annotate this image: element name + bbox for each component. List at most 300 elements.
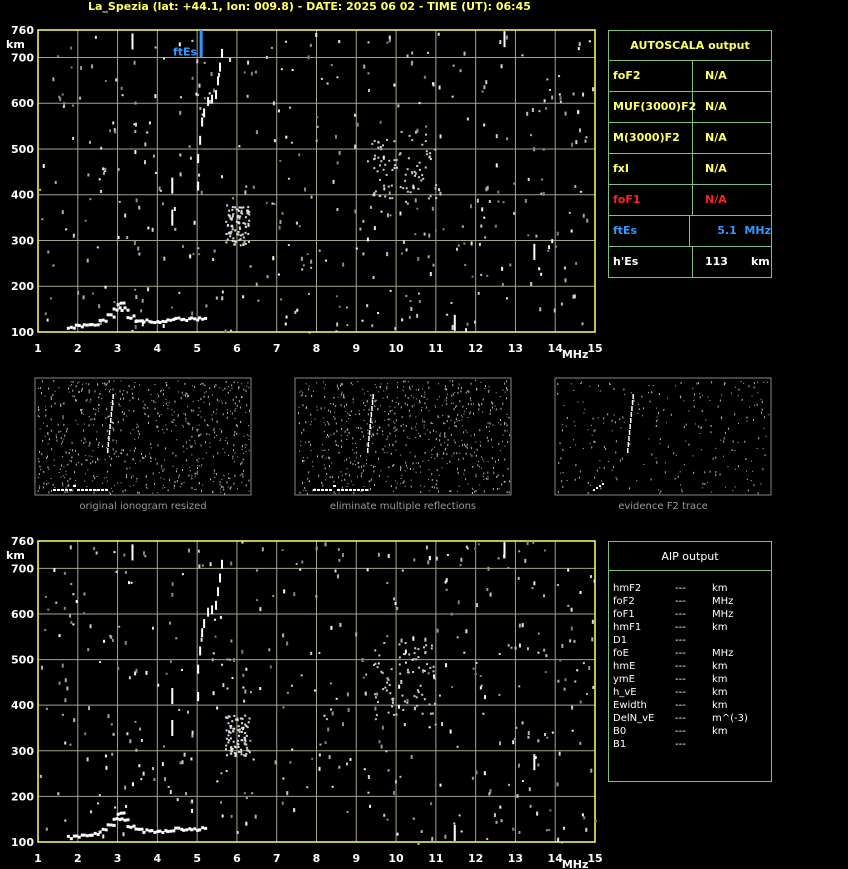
thumb-noise [457,421,458,422]
noise-point [536,812,538,816]
noise-point [255,71,257,74]
thumb-noise [151,458,152,459]
thumb-noise [114,485,115,486]
thumb-noise [358,427,359,429]
thumb-noise [109,492,110,493]
noise-point [238,751,240,753]
thumb-noise [467,432,468,433]
noise-point [137,247,139,251]
thumb-noise [758,437,759,439]
thumb-noise [395,481,396,482]
thumb-noise [160,390,161,392]
noise-point [62,714,64,716]
thumb-noise [400,483,401,484]
noise-point [259,607,261,611]
thumb-noise [453,393,454,395]
thumb-noise [77,424,78,425]
thumb-noise [156,420,157,421]
thumb-noise [656,462,657,464]
thumb-noise [487,472,488,474]
noise-point [216,297,218,300]
noise-point [389,191,391,194]
noise-point [226,770,228,772]
noise-point [220,616,222,619]
thumb-noise [600,390,601,391]
thumb-noise [608,461,609,462]
thumb-noise [474,491,475,493]
thumb-trace [596,487,598,489]
noise-point [407,168,409,170]
thumb-noise [482,411,483,412]
noise-point [429,726,431,728]
thumb-noise [81,463,82,465]
y-axis-label: km [6,38,25,51]
thumb-noise [671,414,672,416]
noise-point [574,185,576,188]
thumb-trace [632,400,634,405]
thumb-noise [393,464,394,466]
noise-point [335,330,337,332]
noise-point [551,239,553,243]
thumb-noise [127,454,128,456]
thumb-noise [158,413,159,415]
noise-point [408,653,410,655]
thumb-noise [734,413,735,415]
noise-point [348,708,350,712]
thumb-noise [329,465,330,467]
noise-point [398,685,400,689]
thumb-noise [138,437,139,438]
thumb-noise [424,425,425,426]
thumb-noise [143,457,144,459]
thumb-noise [471,447,472,449]
noise-point [113,733,115,736]
thumb-noise [624,422,625,423]
noise-point [282,802,284,805]
thumb-noise [236,433,237,435]
thumb-noise [474,452,475,453]
thumb-noise [367,391,368,392]
thumb-noise [333,403,334,405]
noise-point [429,556,431,560]
thumb-noise [443,422,444,424]
thumb-noise [217,421,218,423]
trace-point [177,317,180,320]
noise-point [212,658,214,661]
thumb-noise [462,416,463,417]
thumb-noise [371,479,372,481]
thumb-noise [188,475,189,477]
noise-point [244,715,246,717]
noise-point [247,233,249,235]
thumb-noise [192,385,193,386]
thumb-noise [201,416,202,417]
thumb-noise [313,391,314,392]
thumb-noise [374,400,375,402]
noise-point [135,123,137,127]
noise-point [563,827,565,830]
thumb-noise [444,423,445,424]
thumb-noise [157,492,158,493]
noise-point [408,671,410,673]
thumb-noise [507,424,508,426]
noise-point [187,711,189,714]
thumb-noise [659,493,660,494]
thumb-noise [328,449,329,450]
thumb-noise [198,414,199,416]
thumb-noise [754,382,755,384]
trace-point [204,317,207,320]
thumb-noise [205,441,206,443]
thumb-noise [39,466,40,468]
thumb-noise [209,387,210,389]
thumb-noise [575,479,576,481]
thumb-noise [500,419,501,421]
thumb-noise [95,409,96,410]
thumb-noise [498,422,499,423]
thumb-noise [455,407,456,408]
thumb-noise [63,475,64,476]
noise-point [403,240,405,244]
noise-point [539,307,541,311]
thumb-noise [367,443,368,444]
noise-point [346,762,348,765]
noise-point [231,209,233,211]
thumb-noise [616,477,617,478]
thumb-noise [745,458,746,460]
thumb-noise [567,417,568,419]
thumb-noise [169,402,170,403]
y-tick-label: 600 [11,97,34,111]
thumb-noise [324,396,325,398]
thumb-noise [448,415,449,417]
thumb-noise [364,420,365,421]
noise-point [439,695,441,697]
noise-point [102,834,104,838]
thumb-noise [305,421,306,423]
thumb-noise [401,478,402,479]
thumb-noise [583,401,584,402]
noise-point [285,136,287,139]
noise-point [162,762,164,766]
thumb-noise [463,414,464,415]
noise-point [380,146,382,148]
thumb-noise [637,413,638,414]
thumb-noise [702,483,703,485]
thumb-noise [476,388,477,390]
thumb-noise [107,480,108,481]
noise-point [144,142,146,146]
thumb-noise [358,462,359,464]
thumb-noise [347,468,348,469]
thumb-noise [212,418,213,420]
thumb-noise [588,482,589,484]
thumb-noise [396,429,397,431]
thumb-noise [148,389,149,391]
thumb-noise [223,413,224,415]
thumb-noise [409,386,410,388]
trace-point [161,320,164,323]
thumb-noise [408,397,409,399]
noise-point [216,707,218,710]
noise-point [557,680,559,683]
thumb-noise [137,478,138,479]
x-tick-label: 11 [428,852,444,865]
noise-point [237,740,239,742]
thumb-noise [472,488,473,489]
noise-point [232,728,234,730]
thumb-noise [562,429,563,431]
noise-point [245,668,247,671]
thumb-noise [171,409,172,410]
thumb-noise [619,418,620,420]
noise-point [232,197,234,199]
noise-point [64,572,66,575]
trace-point [197,182,199,191]
thumb-noise [379,426,380,428]
trace-point [94,832,97,835]
thumb-noise [351,382,352,384]
thumb-noise [372,443,373,444]
noise-point [329,755,331,759]
thumb-noise [648,438,649,439]
trace-point [70,326,73,329]
noise-point [459,814,461,816]
noise-point [102,167,104,170]
noise-point [314,690,316,692]
noise-point [428,234,430,238]
thumb-noise [366,459,367,460]
thumb-noise [341,394,342,396]
noise-point [310,267,312,269]
noise-point [227,741,229,743]
thumb-noise [324,388,325,389]
thumb-noise [754,405,755,406]
thumb-noise [680,471,681,472]
noise-point [435,724,437,726]
x-tick-label: 11 [428,342,444,355]
noise-point [339,151,341,155]
noise-point [377,141,379,143]
thumb-trace [112,394,114,399]
thumb-noise [349,432,350,434]
thumb-noise [87,469,88,470]
thumb-noise [752,471,753,472]
thumb-noise [242,474,243,475]
noise-point [178,709,180,711]
thumb-noise [38,388,39,389]
thumb-noise [352,384,353,385]
noise-point [110,636,112,639]
thumb-noise [40,469,41,470]
thumb-noise [421,407,422,408]
thumb-noise [479,429,480,431]
thumb-noise [347,429,348,430]
noise-point [190,157,192,160]
thumb-noise [382,434,383,435]
thumb-noise [243,458,244,460]
thumb-noise [346,459,347,461]
thumb-noise [660,438,661,440]
thumb-noise [334,397,335,398]
thumb-noise [609,383,610,385]
thumb-noise [329,423,330,425]
noise-point [253,186,255,189]
thumb-trace [313,489,316,491]
noise-point [404,723,406,726]
thumb-noise [56,434,57,435]
thumb-noise [453,452,454,454]
thumb-noise [588,492,589,494]
noise-point [356,247,358,249]
noise-point [405,201,407,203]
thumb-noise [95,413,96,415]
thumb-noise [240,463,241,465]
noise-point [118,626,120,628]
thumb-noise [415,417,416,418]
thumb-trace [112,400,114,405]
noise-point [89,141,91,144]
trace-point [134,320,137,323]
noise-point [380,148,382,150]
thumb-noise [425,433,426,434]
thumb-noise [84,480,85,481]
noise-point [501,64,503,68]
thumb-noise [96,438,97,440]
trace-point [171,720,173,736]
noise-point [272,256,274,260]
aip-table [608,541,772,782]
thumb-noise [186,443,187,444]
noise-point [248,220,250,222]
thumb-noise [624,394,625,395]
thumb-noise [328,409,329,411]
noise-point [450,730,452,734]
thumb-noise [715,448,716,449]
x-tick-label: 7 [272,342,281,355]
noise-point [404,653,406,655]
autoscala-key: M(3000)F2 [609,123,693,153]
noise-point [399,673,401,675]
thumb-noise [651,478,652,480]
noise-point [497,201,499,203]
thumb-noise [707,482,708,483]
thumb-noise [99,393,100,395]
thumb-noise [327,421,328,422]
thumb-noise [395,436,396,437]
thumb-noise [198,429,199,430]
trace-point [102,319,105,322]
thumb-noise [422,421,423,422]
trace-point [169,830,172,833]
noise-point [580,591,582,594]
noise-point [221,296,223,300]
noise-point [163,324,165,328]
thumb-noise [398,403,399,405]
noise-point [304,187,306,191]
thumb-noise [235,403,236,405]
noise-point [301,561,303,564]
noise-point [494,813,496,817]
thumb-noise [194,489,195,490]
thumb-noise [476,490,477,491]
noise-point [569,212,571,214]
thumb-noise [90,399,91,401]
thumb-noise [151,400,152,401]
thumb-noise [643,464,644,465]
thumb-noise [206,453,207,454]
thumb-noise [232,388,233,389]
thumb-noise [41,453,42,455]
thumb-noise [475,442,476,443]
noise-point [243,700,245,703]
noise-point [296,563,298,565]
noise-point [181,669,183,671]
noise-point [166,673,168,675]
noise-point [128,581,130,584]
noise-point [519,644,521,648]
thumb-noise [682,491,683,493]
noise-point [229,716,231,718]
thumb-noise [360,427,361,429]
noise-point [431,645,433,647]
thumb-noise [126,476,127,478]
thumb-noise [394,426,395,428]
thumb-noise [724,382,725,384]
thumb-noise [422,420,423,421]
noise-point [105,286,107,289]
aip-cell: km [712,726,728,737]
noise-point [388,554,390,558]
thumb-noise [436,483,437,485]
thumb-noise [424,427,425,428]
thumb-noise [42,380,43,382]
thumb-noise [620,460,621,462]
thumb-noise [358,466,359,468]
x-tick-label: 13 [507,852,524,865]
thumb-noise [189,467,190,468]
thumb-noise [434,405,435,406]
thumb-noise [473,413,474,415]
y-axis-label: km [6,549,25,562]
thumb-noise [558,462,559,464]
thumb-trace [629,430,631,435]
trace-point [133,314,136,317]
thumb-noise [303,490,304,491]
thumb-trace [369,430,371,435]
thumb-noise [221,401,222,402]
trace-point [174,317,177,320]
noise-point [274,203,276,205]
thumb-noise [642,415,643,416]
thumb-noise [434,486,435,488]
thumb-noise [362,431,363,433]
aip-row [613,621,771,634]
thumb-noise [233,449,234,451]
noise-point [299,569,301,571]
noise-point [143,772,145,776]
thumb-noise [424,394,425,395]
thumb-noise [118,456,119,457]
thumb-noise [752,395,753,396]
noise-point [274,139,276,142]
noise-point [392,698,394,700]
noise-point [211,72,213,76]
thumb-noise [248,425,249,426]
thumb-noise [321,482,322,484]
thumb-noise [197,461,198,462]
thumb-noise [434,458,435,459]
